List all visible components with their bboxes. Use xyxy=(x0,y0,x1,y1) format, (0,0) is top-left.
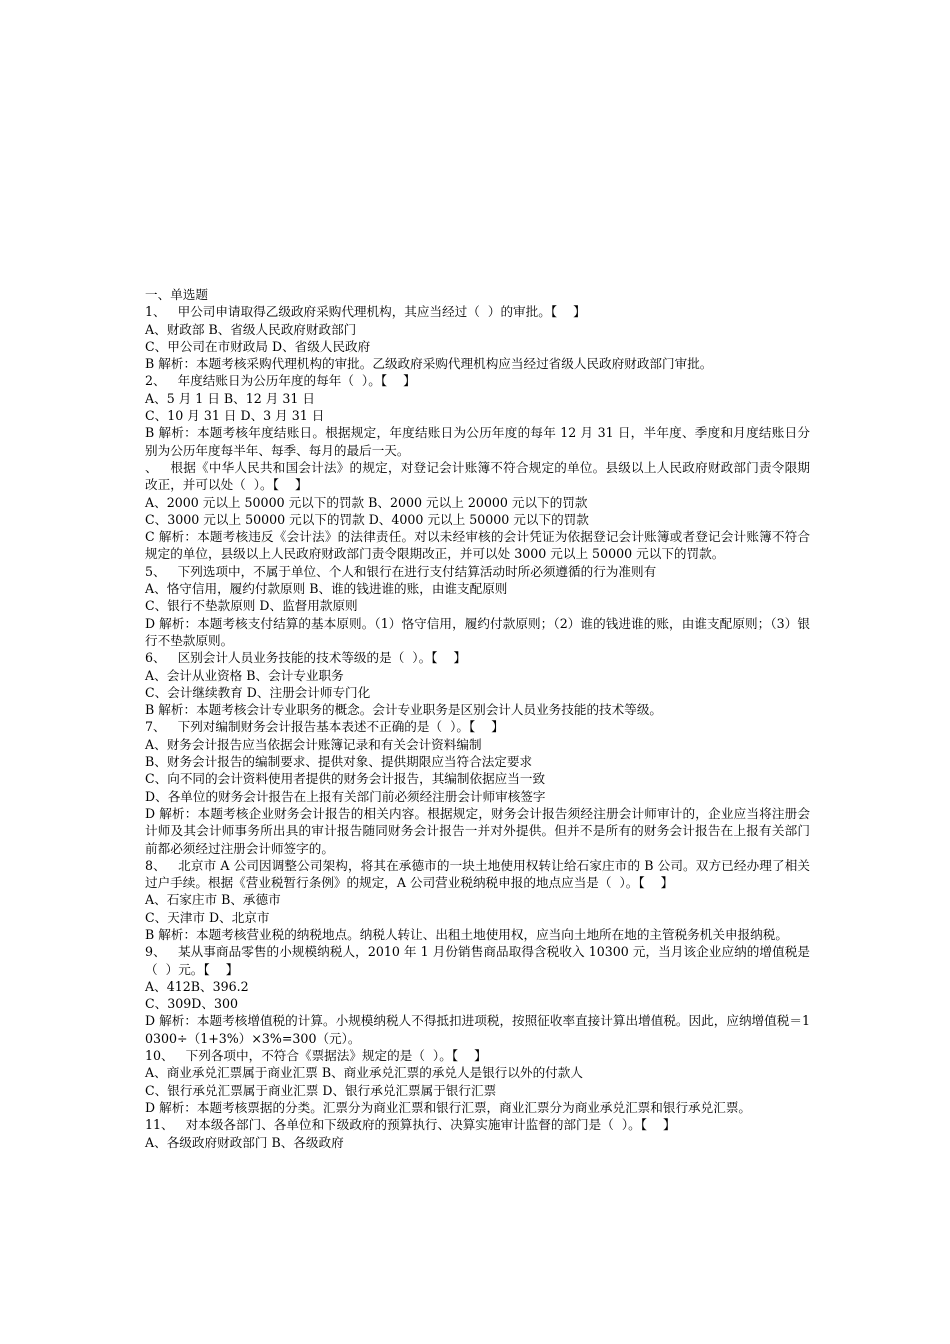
question-2-options-ab: A、5 月 1 日 B、12 月 31 日 xyxy=(145,390,316,406)
question-8: 8、 北京市 A 公司因调整公司架构，将其在承德市的一块土地使用权转让给石家庄市的 B 公司。双方已经办理了相关过户手续。根据《营业税暂行条例》的规定，A 公司营业税纳税申报的地点应当是（ ）。【 】 xyxy=(145,857,810,891)
question-1-options-ab: A、财政部 B、省级人民政府财政部门 xyxy=(145,321,357,337)
question-6: 6、 区别会计人员业务技能的技术等级的是（ ）。【 】 xyxy=(145,650,467,666)
question-5-options-ab: A、恪守信用，履约付款原则 B、谁的钱进谁的账，由谁支配原则 xyxy=(145,581,508,597)
question-2-options-cd: C、10 月 31 日 D、3 月 31 日 xyxy=(145,408,325,424)
question-10: 10、 下列各项中，不符合《票据法》规定的是（ ）。【 】 xyxy=(145,1048,487,1064)
document-body xyxy=(145,286,810,1151)
question-5: 5、 下列选项中，不属于单位、个人和银行在进行支付结算活动时所必须遵循的行为准则有 xyxy=(145,563,657,579)
question-7: 7、 下列对编制财务会计报告基本表述不正确的是（ ）。【 】 xyxy=(145,719,504,735)
question-9-answer: D 解析：本题考核增值税的计算。小规模纳税人不得抵扣进项税，按照征收率直接计算出增值税。因此，应纳增值税＝10300÷（1+3%）×3%=300（元）。 xyxy=(145,1013,810,1046)
question-6-options-ab: A、会计从业资格 B、会计专业职务 xyxy=(145,667,344,683)
question-5-options-cd: C、银行不垫款原则 D、监督用款原则 xyxy=(145,598,358,614)
question-1-options-cd: C、甲公司在市财政局 D、省级人民政府 xyxy=(145,338,371,354)
question-3-options-ab: A、2000 元以上 50000 元以下的罚款 B、2000 元以上 20000 元以下的罚款 xyxy=(145,494,588,510)
question-1: 1、 甲公司申请取得乙级政府采购代理机构，其应当经过（ ）的审批。【 】 xyxy=(145,304,586,320)
question-8-options-cd: C、天津市 D、北京市 xyxy=(145,909,270,925)
question-6-options-cd: C、会计继续教育 D、注册会计师专门化 xyxy=(145,684,371,700)
question-5-answer: D 解析：本题考核支付结算的基本原则。（1）恪守信用，履约付款原则；（2）谁的钱进谁的账，由谁支配原则；（3）银行不垫款原则。 xyxy=(145,615,810,648)
question-11-options-ab: A、各级政府财政部门 B、各级政府 xyxy=(145,1134,344,1150)
question-6-answer: B 解析：本题考核会计专业职务的概念。会计专业职务是区别会计人员业务技能的技术等级。 xyxy=(145,702,663,718)
question-7-option-a: A、财务会计报告应当依据会计账簿记录和有关会计资料编制 xyxy=(145,736,482,752)
question-2-answer: B 解析：本题考核年度结账日。根据规定，年度结账日为公历年度的每年 12 月 31 日，半年度、季度和月度结账日分别为公历年度每半年、每季、每月的最后一天。 xyxy=(145,425,810,458)
question-7-answer: D 解析：本题考核企业财务会计报告的相关内容。根据规定，财务会计报告须经注册会计师审计的，企业应当将注册会计师及其会计师事务所出具的审计报告随同财务会计报告一并对外提供。但并不是所有的财务会计报告在上报有关部门前都必须经过注册会计师签字的。 xyxy=(145,805,810,856)
question-2: 2、 年度结账日为公历年度的每年（ ）。【 】 xyxy=(145,373,416,389)
question-7-option-c: C、向不同的会计资料使用者提供的财务会计报告，其编制依据应当一致 xyxy=(145,771,546,787)
question-3-answer: C 解析：本题考核违反《会计法》的法律责任。对以未经审核的会计凭证为依据登记会计账簿或者登记会计账簿不符合规定的单位，县级以上人民政府财政部门责令限期改正，并可以处 3000 元以上 50000 元以下的罚款。 xyxy=(145,529,810,562)
question-8-options-ab: A、石家庄市 B、承德市 xyxy=(145,892,281,908)
question-10-answer: D 解析：本题考核票据的分类。汇票分为商业汇票和银行汇票，商业汇票分为商业承兑汇票和银行承兑汇票。 xyxy=(145,1099,752,1115)
question-9-options-cd: C、309D、300 xyxy=(145,996,238,1012)
question-9: 9、 某从事商品零售的小规模纳税人，2010 年 1 月份销售商品取得含税收入 10300 元，当月该企业应纳的增值税是（ ）元。【 】 xyxy=(145,944,810,977)
question-9-options-ab: A、412B、396.2 xyxy=(145,978,249,994)
question-11: 11、 对本级各部门、各单位和下级政府的预算执行、决算实施审计监督的部门是（ ）。【 】 xyxy=(145,1117,676,1133)
question-1-answer: B 解析：本题考核采购代理机构的审批。乙级政府采购代理机构应当经过省级人民政府财政部门审批。 xyxy=(145,356,713,372)
question-7-option-d: D、各单位的财务会计报告在上报有关部门前必须经注册会计师审核签字 xyxy=(145,788,546,804)
question-3-options-cd: C、3000 元以上 50000 元以下的罚款 D、4000 元以上 50000 元以下的罚款 xyxy=(145,511,589,527)
question-10-options-cd: C、银行承兑汇票属于商业汇票 D、银行承兑汇票属于银行汇票 xyxy=(145,1082,497,1098)
section-heading: 一、单选题 xyxy=(145,287,208,302)
question-3: 、 根据《中华人民共和国会计法》的规定，对登记会计账簿不符合规定的单位。县级以上人民政府财政部门责令限期改正，并可以处（ ）。【 】 xyxy=(145,459,810,493)
question-10-options-ab: A、商业承兑汇票属于商业汇票 B、商业承兑汇票的承兑人是银行以外的付款人 xyxy=(145,1065,583,1081)
question-8-answer: B 解析：本题考核营业税的纳税地点。纳税人转让、出租土地使用权，应当向土地所在地的主管税务机关申报纳税。 xyxy=(145,926,788,942)
question-7-option-b: B、财务会计报告的编制要求、提供对象、提供期限应当符合法定要求 xyxy=(145,754,533,770)
